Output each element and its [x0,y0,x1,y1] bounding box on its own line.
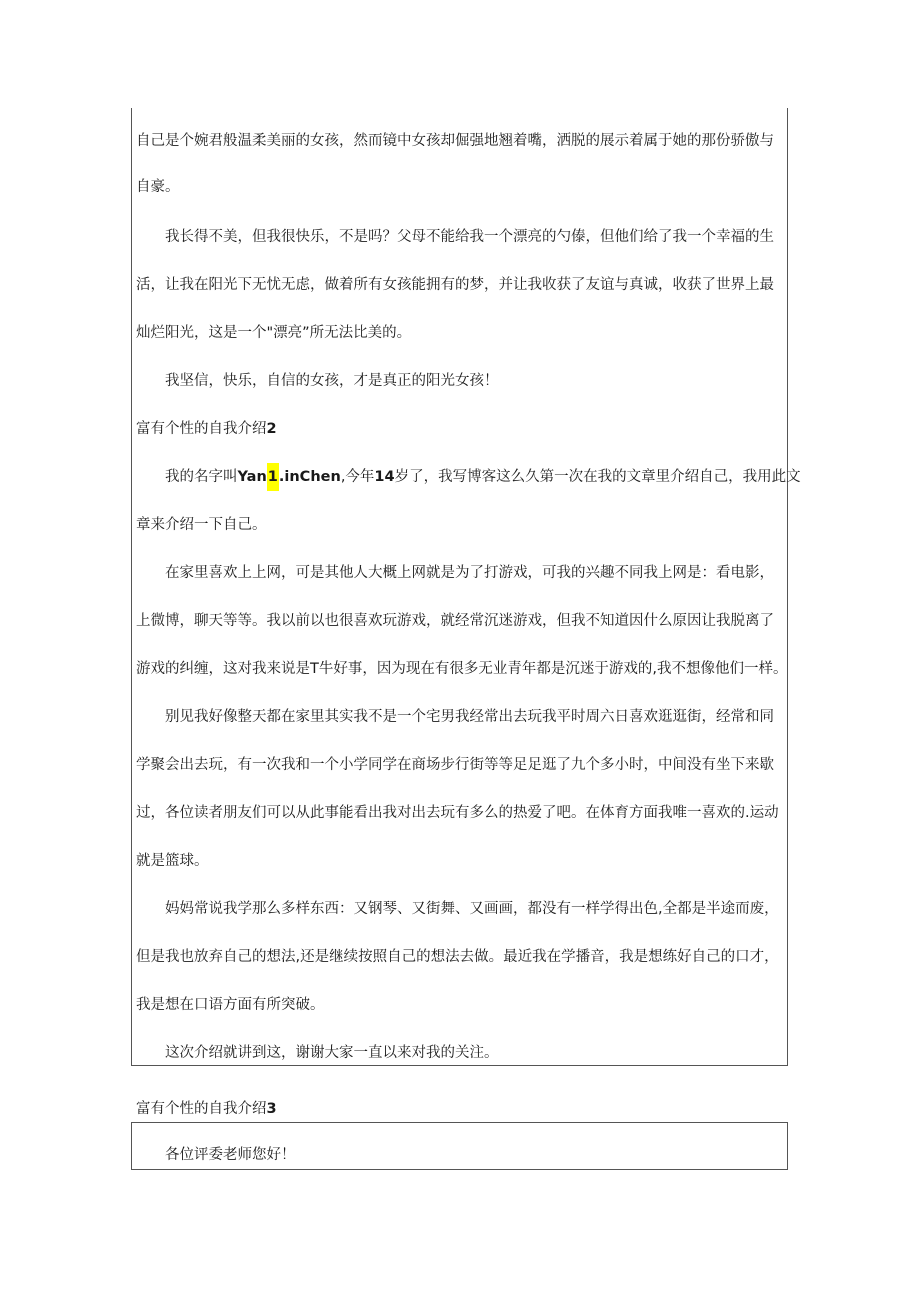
paragraph-2-line-1: 我长得不美，但我很快乐，不是吗？父母不能给我一个漂亮的勺傣，但他们给了我一个幸福的生 [165,229,774,245]
paragraph-5-line-2: 上微博，聊天等等。我以前以也很喜欢玩游戏，就经常沉迷游戏，但我不知道因什么原因让我脱离了 [136,613,774,629]
p4-highlighted-char: 1 [267,463,279,491]
p4-text-f: 岁了，我写博客这么久第一次在我的文章里介绍自己，我用此文 [394,469,801,485]
paragraph-6-line-4: 就是篮球。 [136,853,209,869]
paragraph-1-line-2: 自豪。 [136,179,180,195]
paragraph-6-line-3: 过，各位读者朋友们可以从此事能看出我对出去玩有多么的热爱了吧。在体育方面我唯一喜欢的.运动 [136,805,779,821]
paragraph-4-line-2: 章来介绍一下自己。 [136,517,267,533]
paragraph-4-line-1 [165,467,801,487]
paragraph-2-line-3: 灿烂阳光，这是一个"漂亮”所无法比美的。 [136,325,412,341]
section-heading-3-number: 3 [266,1101,277,1117]
section-heading-2 [136,419,277,439]
p4-text-d: ,今年 [340,469,375,485]
paragraph-9-line-1: 各位评委老师您好！ [165,1147,296,1163]
p4-age: 14 [374,469,395,485]
p4-name-part-2: .inChen [278,469,341,485]
section-heading-3 [136,1099,277,1119]
paragraph-7-line-3: 我是想在口语方面有所突破。 [136,997,325,1013]
paragraph-6-line-2: 学聚会出去玩，有一次我和一个小学同学在商场步行街等等足足逛了九个多小时，中间没有坐下来歇 [136,757,774,773]
content-box-1 [131,108,788,1066]
paragraph-5-line-1: 在家里喜欢上上网，可是其他人大概上网就是为了打游戏，可我的兴趣不同我上网是：看电影， [165,565,774,581]
paragraph-6-line-1: 别见我好像整天都在家里其实我不是一个宅男我经常出去玩我平时周六日喜欢逛逛街，经常和同 [165,709,774,725]
section-heading-2-number: 2 [266,421,277,437]
section-heading-3-text: 富有个性的自我介绍 [136,1101,267,1117]
section-heading-2-text: 富有个性的自我介绍 [136,421,267,437]
paragraph-2-line-2: 活，让我在阳光下无忧无虑，做着所有女孩能拥有的梦，并让我收获了友谊与真诚，收获了世界上最 [136,277,774,293]
paragraph-7-line-2: 但是我也放弃自己的想法,还是继续按照自己的想法去做。最近我在学播音，我是想练好自己的口才， [136,949,779,965]
paragraph-8-line-1: 这次介绍就讲到这，谢谢大家一直以来对我的关注。 [165,1045,499,1061]
paragraph-7-line-1: 妈妈常说我学那么多样东西：又钢琴、又街舞、又画画，都没有一样学得出色,全都是半途而废， [165,901,779,917]
p4-name-part-1: Yan [237,469,267,485]
paragraph-3-line-1: 我坚信，快乐，自信的女孩，才是真正的阳光女孩！ [165,373,499,389]
paragraph-5-line-3: 游戏的纠缠，这对我来说是T牛好事，因为现在有很多无业青年都是沉迷于游戏的,我不想像他们一样。 [136,661,788,677]
p4-text-a: 我的名字叫 [165,469,238,485]
paragraph-1-line-1: 自己是个婉君般温柔美丽的女孩，然而镜中女孩却倔强地翘着嘴，洒脱的展示着属于她的那份骄傲与 [136,133,774,149]
